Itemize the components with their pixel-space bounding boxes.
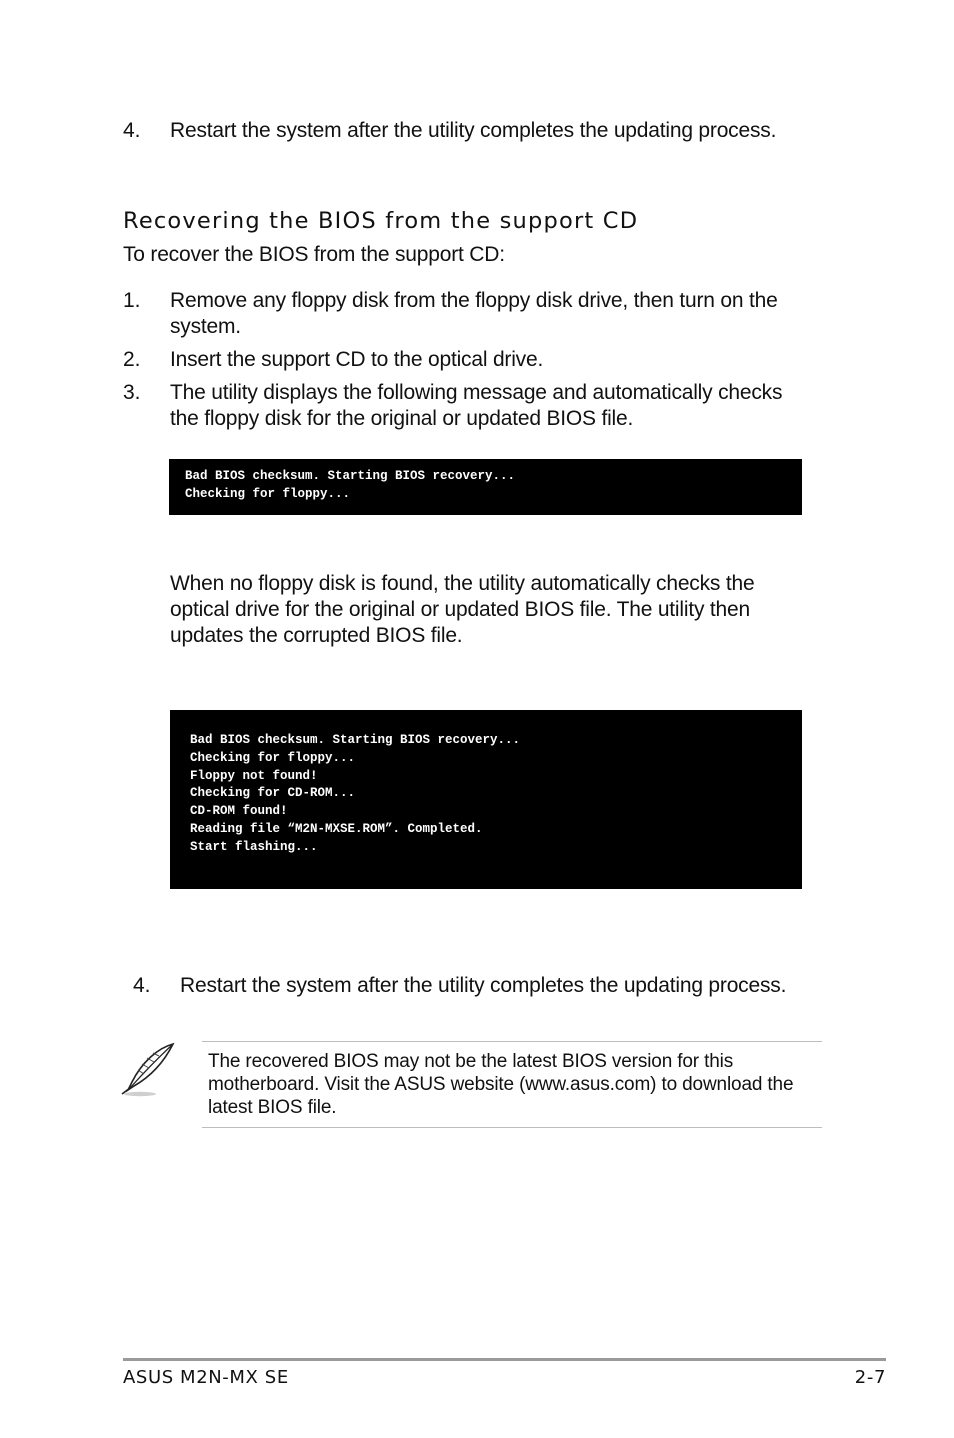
section-intro: To recover the BIOS from the support CD: <box>123 243 505 266</box>
note-bottom-rule <box>202 1127 822 1128</box>
section-heading: Recovering the BIOS from the support CD <box>123 208 639 234</box>
step-text: Restart the system after the utility completes the updating process. <box>180 974 787 997</box>
step-number: 4. <box>133 974 151 997</box>
footer-product-name: ASUS M2N-MX SE <box>123 1367 289 1388</box>
note-top-rule <box>202 1041 822 1042</box>
step-text: The utility displays the following message and automatically checks <box>170 381 783 404</box>
console-line: Floppy not found! <box>190 768 318 783</box>
console-line: Start flashing... <box>190 839 318 854</box>
paragraph-line: When no floppy disk is found, the utility automatically checks the <box>170 572 755 595</box>
paragraph-line: updates the corrupted BIOS file. <box>170 624 463 647</box>
step-number: 2. <box>123 348 141 371</box>
console-line: Reading file “M2N-MXSE.ROM”. Completed. <box>190 821 483 836</box>
note-text <box>208 1050 793 1119</box>
step-number: 4. <box>123 119 141 142</box>
console-screen-cdrom-recovery <box>170 710 802 889</box>
feather-pen-icon <box>118 1040 178 1098</box>
console-line: CD-ROM found! <box>190 804 288 819</box>
step-text-continued: system. <box>170 315 241 338</box>
step-text-continued: the floppy disk for the original or updated BIOS file. <box>170 407 634 430</box>
note-line: latest BIOS file. <box>208 1097 337 1118</box>
step-number: 3. <box>123 381 141 404</box>
console-screen-floppy-check <box>169 459 802 515</box>
step-number: 1. <box>123 289 141 312</box>
note-line: motherboard. Visit the ASUS website (www.asus.com) to download the <box>208 1074 794 1095</box>
step-text: Remove any floppy disk from the floppy disk drive, then turn on the <box>170 289 778 312</box>
step-text: Restart the system after the utility completes the updating process. <box>170 119 777 142</box>
paragraph-line: optical drive for the original or updated BIOS file. The utility then <box>170 598 750 621</box>
console-line: Checking for floppy... <box>185 486 351 501</box>
console-line: Bad BIOS checksum. Starting BIOS recovery... <box>190 733 521 747</box>
console-line: Checking for CD-ROM... <box>190 786 356 801</box>
step-text: Insert the support CD to the optical drive. <box>170 348 544 371</box>
footer-page-number: 2-7 <box>854 1367 886 1388</box>
console-line: Bad BIOS checksum. Starting BIOS recovery... <box>185 469 516 483</box>
footer-rule <box>123 1358 886 1361</box>
console-line: Checking for floppy... <box>190 750 356 765</box>
note-line: The recovered BIOS may not be the latest BIOS version for this <box>208 1051 734 1072</box>
